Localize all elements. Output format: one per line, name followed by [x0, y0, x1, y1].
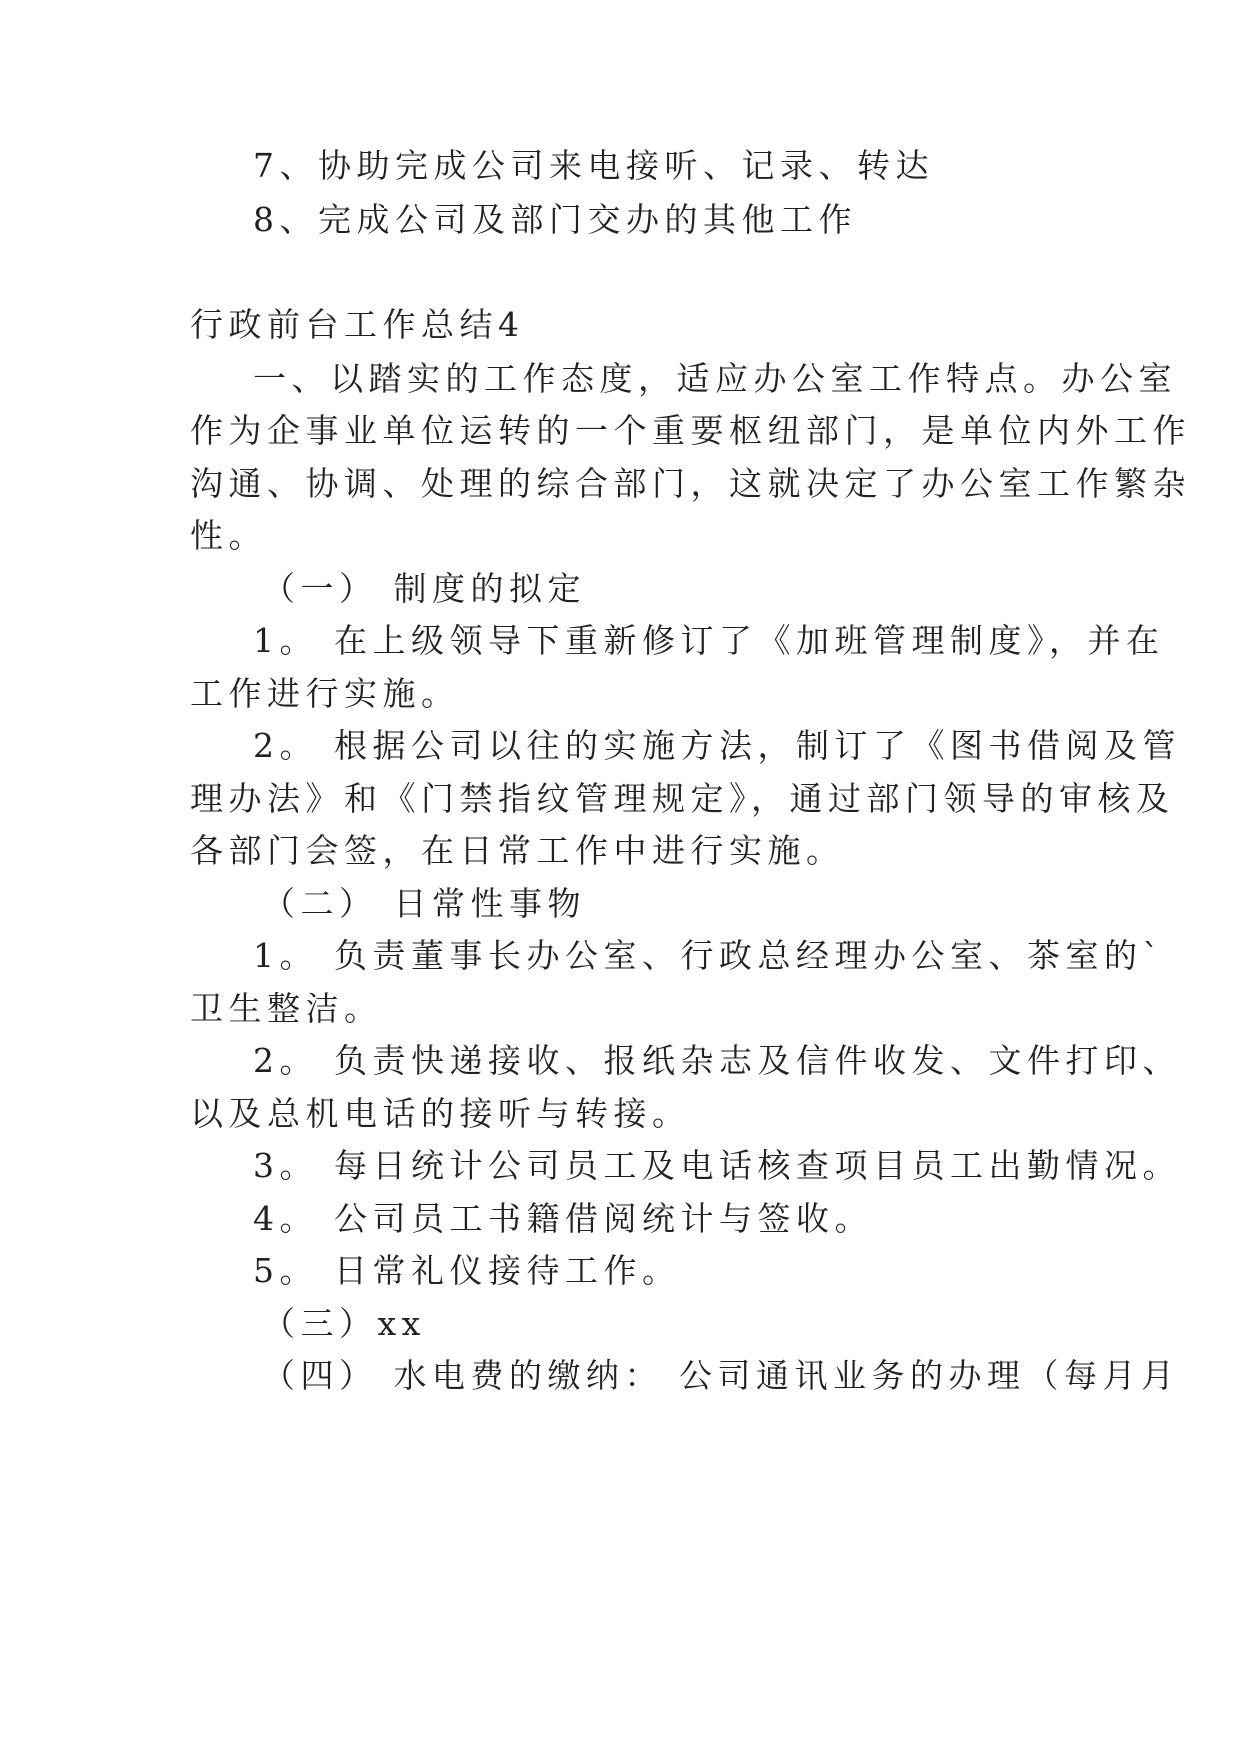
- part1-item2-line-1: 2。 根据公司以往的实施方法，制订了《图书借阅及管: [253, 726, 1181, 765]
- part2-heading: （二） 日常性事物: [262, 884, 586, 923]
- part2-item5: 5。 日常礼仪接待工作。: [253, 1251, 681, 1290]
- list-item-8: 8、完成公司及部门交办的其他工作: [253, 200, 857, 239]
- intro-paragraph-line-4: 性。: [190, 516, 267, 555]
- intro-paragraph-line-2: 作为企事业单位运转的一个重要枢纽部门，是单位内外工作: [190, 411, 1191, 450]
- part1-item1-line-2: 工作进行实施。: [190, 674, 460, 713]
- intro-paragraph-line-1: 一、以踏实的工作态度，适应办公室工作特点。办公室: [253, 359, 1177, 398]
- part2-item2-line-2: 以及总机电话的接听与转接。: [190, 1094, 691, 1133]
- part4-heading: （四） 水电费的缴纳： 公司通讯业务的办理（每月月: [262, 1356, 1180, 1395]
- part2-item4: 4。 公司员工书籍借阅统计与签收。: [253, 1199, 873, 1238]
- part1-item2-line-3: 各部门会签，在日常工作中进行实施。: [190, 831, 845, 870]
- part2-item2-line-1: 2。 负责快递接收、报纸杂志及信件收发、文件打印、: [253, 1041, 1181, 1080]
- list-item-7: 7、协助完成公司来电接听、记录、转达: [253, 146, 934, 185]
- part2-item1-line-1: 1。 负责董事长办公室、行政总经理办公室、茶室的`: [253, 936, 1165, 975]
- part1-item1-line-1: 1。 在上级领导下重新修订了《加班管理制度》，并在: [253, 621, 1165, 660]
- part1-heading: （一） 制度的拟定: [262, 569, 586, 608]
- intro-paragraph-line-3: 沟通、协调、处理的综合部门，这就决定了办公室工作繁杂: [190, 464, 1191, 503]
- part1-item2-line-2: 理办法》和《门禁指纹管理规定》，通过部门领导的审核及: [190, 779, 1175, 818]
- section-title: 行政前台工作总结4: [190, 305, 525, 344]
- part2-item1-line-2: 卫生整洁。: [190, 989, 383, 1028]
- part2-item3: 3。 每日统计公司员工及电话核查项目员工出勤情况。: [253, 1146, 1181, 1185]
- part3-heading: （三）xx: [262, 1304, 426, 1343]
